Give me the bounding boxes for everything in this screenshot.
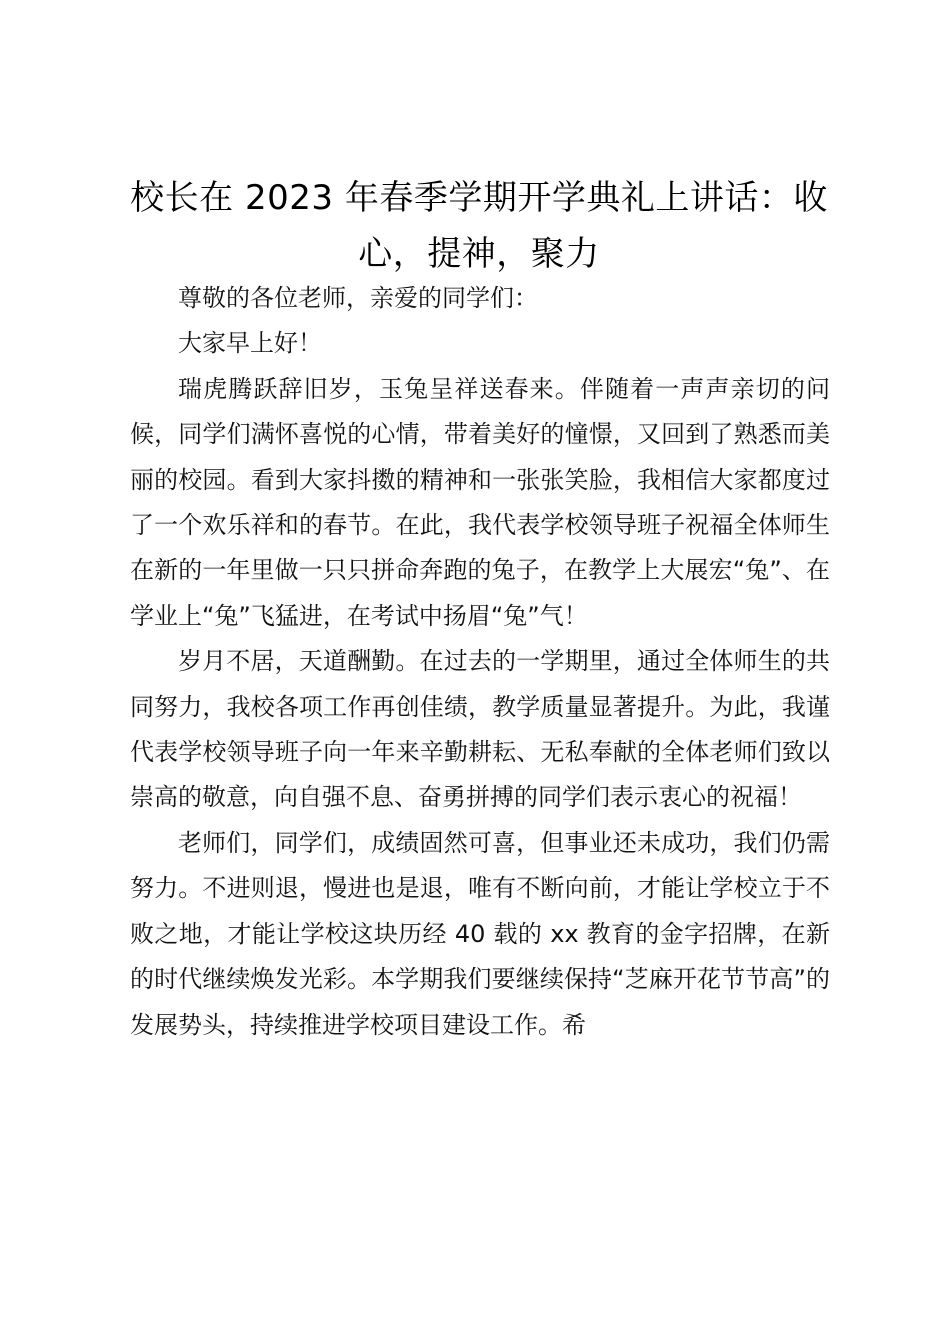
- goals-paragraph: 老师们，同学们，成绩固然可喜，但事业还未成功，我们仍需努力。不进则退，慢进也是退，唯有不断向前，才能让学校立于不败之地，才能让学校这块历经 40 载的 xx 教育的金字招牌，在新的时代继续焕发光彩。本学期我们要继续保持“芝麻开花节节高”的发展势头，持续推进学校项目建设工作。希: [130, 828, 830, 1039]
- new-year-paragraph: 瑞虎腾跃辞旧岁，玉兔呈祥送春来。伴随着一声声亲切的问候，同学们满怀喜悦的心情，带着美好的憧憬，又回到了熟悉而美丽的校园。看到大家抖擞的精神和一张张笑脸，我相信大家都度过了一个欢乐祥和的春节。在此，我代表学校领导班子祝福全体师生在新的一年里做一只只拼命奔跑的兔子，在教学上大展宏“兔”、在学业上“兔”飞猛进，在考试中扬眉“兔”气！: [130, 374, 830, 630]
- achievements-paragraph: 岁月不居，天道酬勤。在过去的一学期里，通过全体师生的共同努力，我校各项工作再创佳绩，教学质量显著提升。为此，我谨代表学校领导班子向一年来辛勤耕耘、无私奉献的全体老师们致以崇高的敬意，向自强不息、奋勇拼搏的同学们表示衷心的祝福！: [130, 647, 830, 812]
- title-line-1: 校长在 2023 年春季学期开学典礼上讲话：收: [130, 178, 828, 218]
- document-title: [118, 170, 840, 282]
- greeting-paragraph: 大家早上好！: [178, 329, 322, 358]
- document-body: [130, 276, 830, 1048]
- title-line-2: 心，提神，聚力: [358, 234, 600, 274]
- salutation-paragraph: 尊敬的各位老师，亲爱的同学们：: [178, 284, 538, 312]
